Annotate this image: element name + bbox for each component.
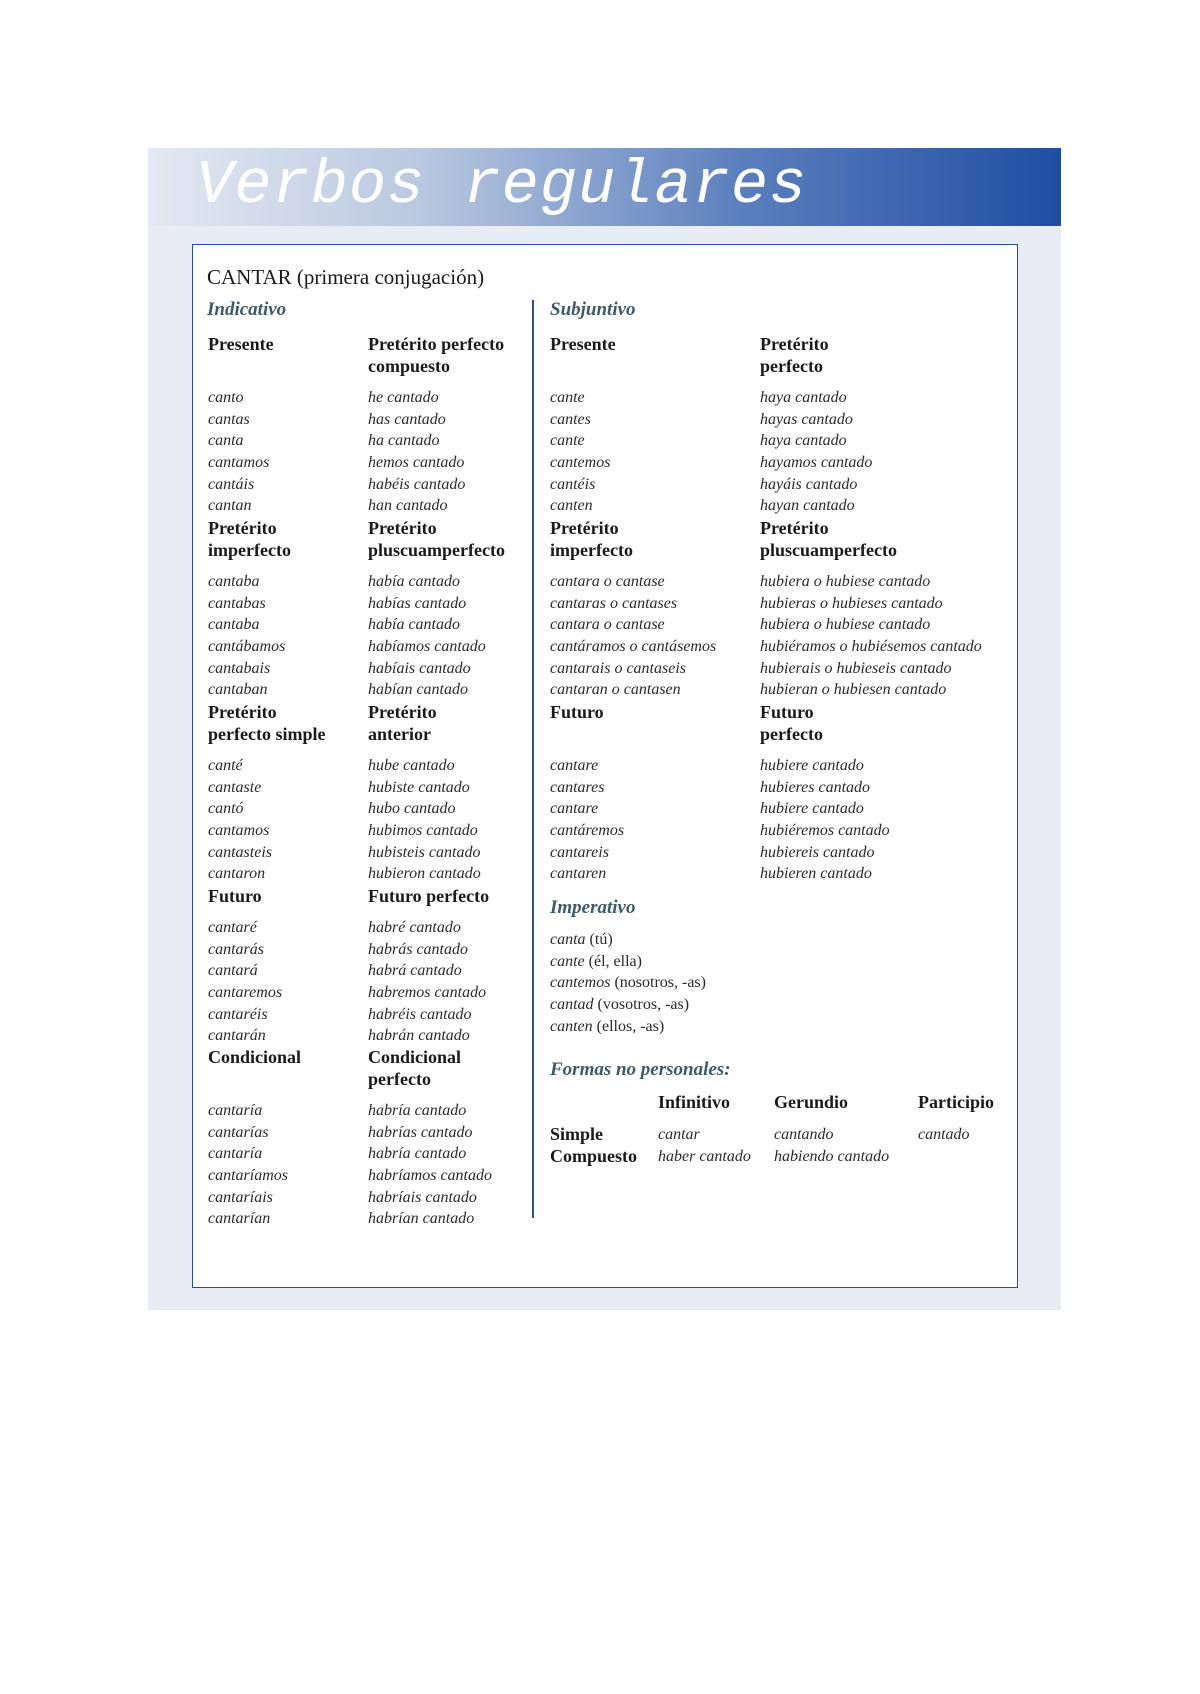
verb-form: hubiere cantado [760,800,864,818]
tense-title-line: Pretérito [368,702,437,722]
tense-forms-indicativo-futuro [208,917,282,1047]
verb-form: cantaron [208,865,266,883]
verb-form: hubiereis cantado [760,843,875,861]
verb-form: cantara o cantase [550,616,665,634]
verb-form: cantaran o cantasen [550,681,681,699]
verb-form: cantaras o cantases [550,594,678,612]
verb-form: cantaría [208,1145,263,1163]
tense-title-line: Condicional [368,1047,462,1067]
tense-forms-indicativo-anterior [368,755,481,885]
tense-title-line: Presente [550,334,616,354]
verb-form: hubieren cantado [760,865,872,883]
tense-title-line: compuesto [368,356,450,376]
tense-title-subjuntivo-presente [550,333,616,355]
verb-form: canten [550,497,593,515]
verb-form: habríamos cantado [368,1167,492,1185]
tense-title-indicativo-futuro [208,885,262,907]
tense-title-line: Pretérito [550,518,619,538]
tense-title-line: Futuro perfecto [368,886,490,906]
tense-title-line: perfecto [760,724,823,744]
tense-title-line: perfecto simple [208,724,326,744]
tense-title-indicativo-perfecto-simple [208,701,325,745]
tense-title-line: pluscuamperfecto [368,540,505,560]
verb-form: cantábamos [208,638,286,656]
verb-form: había cantado [368,573,460,590]
verb-form: cantó [208,800,244,818]
header-participio: Participio [918,1092,994,1112]
verb-form: hemos cantado [368,454,465,472]
verb-form: hubiste cantado [368,778,470,796]
verb-form: cantareis [550,843,609,861]
compuesto-gerundio: habiendo cantado [774,1148,890,1165]
verb-form: hubiera o hubiese cantado [760,573,931,590]
tense-forms-subjuntivo-futuro-perfecto [760,755,890,885]
verb-form: canto [208,389,244,406]
verb-form: canté [208,757,243,774]
verb-form: cante [550,389,585,406]
verb-form: habíais cantado [368,659,471,677]
verb-form: hubieres cantado [760,778,871,796]
verb-form: hubo cantado [368,800,456,818]
verb-form: cantaba [208,616,260,634]
section-imperativo: Imperativo [550,897,636,918]
verb-form: cantabas [208,594,266,612]
verb-form: cantará [208,962,258,980]
verb-form: habría cantado [368,1102,467,1119]
verb-form: habría cantado [368,1145,467,1163]
tense-title-indicativo-futuro-perfecto [368,885,489,907]
verb-form: cantara o cantase [550,573,665,590]
verb-form: cantaría [208,1102,263,1119]
tense-title-indicativo-imperfecto [208,517,291,561]
tense-title-line: Pretérito [368,518,437,538]
verb-form: habréis cantado [368,1005,472,1023]
verb-form: cantaba [208,573,260,590]
verb-form: habrás cantado [368,940,468,958]
verb-form: hubieron cantado [368,865,481,883]
imperativo-row: canta (tú) [550,931,613,948]
tense-title-indicativo-condicional-perfecto [368,1046,461,1090]
verb-form: cantáis [208,475,255,493]
banner-title: Verbos regulares [196,150,808,221]
tense-title-line: Futuro [760,702,814,722]
verb-form: hubieras o hubieses cantado [760,594,943,612]
title-banner [148,148,1061,226]
verb-form: he cantado [368,389,439,406]
imperativo-list [550,929,706,1037]
verb-form: cantasteis [208,843,272,861]
verb-form: cantan [208,497,252,515]
verb-form: cantarían [208,1210,271,1228]
imperativo-row: canten (ellos, -as) [550,1017,665,1035]
simple-infinitivo: cantar [658,1126,700,1143]
tense-title-line: Pretérito perfecto [368,334,505,354]
verb-form: cantaríamos [208,1167,288,1185]
tense-title-indicativo-anterior [368,701,437,745]
tense-title-line: Condicional [208,1047,302,1067]
verb-title: CANTAR (primera conjugación) [207,265,485,289]
verb-form: hubieran o hubiesen cantado [760,681,947,699]
tense-title-subjuntivo-futuro [550,701,604,723]
tense-title-subjuntivo-perfecto [760,333,829,377]
verb-form: cantéis [550,475,596,493]
tense-forms-indicativo-imperfecto [208,571,285,701]
verb-form: habíamos cantado [368,638,486,656]
verb-form: cantares [550,778,605,796]
imperativo-row: cante (él, ella) [550,952,642,970]
compuesto-infinitivo: haber cantado [658,1148,751,1165]
verb-form: había cantado [368,616,460,634]
tense-forms-subjuntivo-futuro [550,755,624,885]
tense-title-line: Futuro [550,702,604,722]
verb-form: habré cantado [368,919,461,936]
verb-form: cante [550,432,585,450]
verb-form: has cantado [368,410,446,428]
tense-title-indicativo-presente [208,333,274,355]
verb-form: cantaste [208,778,262,796]
verb-form: cantabais [208,659,271,677]
verb-form: hubimos cantado [368,822,478,840]
verb-form: cantaríais [208,1188,273,1206]
tense-forms-indicativo-perfecto-simple [208,755,272,885]
verb-form: haya cantado [760,432,847,450]
tense-title-indicativo-perfecto-compuesto [368,333,504,377]
tense-title-line: perfecto [760,356,823,376]
column-divider [532,300,534,1218]
imperativo-row: cantemos (nosotros, -as) [550,974,706,992]
verb-form: cantarán [208,1027,266,1045]
tense-forms-indicativo-condicional-perfecto [368,1100,492,1230]
verb-form: habrán cantado [368,1027,470,1045]
tense-title-line: Futuro [208,886,262,906]
tense-title-line: imperfecto [550,540,633,560]
tense-title-line: Pretérito [760,518,829,538]
tense-title-line: perfecto [368,1069,431,1089]
tense-title-line: Presente [208,334,274,354]
tense-title-line: imperfecto [208,540,291,560]
row-simple-label: Simple [550,1124,604,1144]
verb-form: hube cantado [368,757,455,774]
tense-forms-indicativo-perfecto-compuesto [368,387,465,517]
section-indicativo: Indicativo [207,299,287,320]
verb-form: cantare [550,757,599,774]
tense-forms-subjuntivo-perfecto [760,387,872,517]
verb-form: hubiera o hubiese cantado [760,616,931,634]
tense-title-line: Pretérito [208,518,277,538]
verb-form: cantaremos [208,984,283,1002]
tense-forms-subjuntivo-pluscuamperfecto [760,571,982,701]
verb-form: cantarais o cantaseis [550,659,686,677]
tense-forms-subjuntivo-presente [550,387,610,517]
verb-form: han cantado [368,497,448,515]
verb-form: hubiéramos o hubiésemos cantado [760,638,982,656]
verb-form: cantes [550,410,591,428]
verb-form: hayamos cantado [760,454,873,472]
verb-form: canta [208,432,244,450]
verb-form: hayáis cantado [760,475,858,493]
tense-title-line: Pretérito [760,334,829,354]
verb-form: habrá cantado [368,962,462,980]
verb-form: cantarías [208,1123,269,1141]
tense-forms-indicativo-futuro-perfecto [368,917,486,1047]
verb-form: cantaban [208,681,268,699]
tense-title-line: Pretérito [208,702,277,722]
verb-form: haya cantado [760,389,847,406]
verb-form: habían cantado [368,681,468,699]
simple-participio: cantado [918,1126,970,1143]
verb-form: habremos cantado [368,984,487,1002]
verb-form: hubierais o hubieseis cantado [760,659,952,677]
verb-form: cantemos [550,454,611,472]
tense-title-indicativo-pluscuamperfecto [368,517,505,561]
verb-form: hayan cantado [760,497,855,515]
verb-form: cantarás [208,940,264,958]
header-infinitivo: Infinitivo [658,1092,731,1112]
verb-form: habrías cantado [368,1123,473,1141]
tense-title-subjuntivo-imperfecto [550,517,633,561]
tense-title-subjuntivo-futuro-perfecto [760,701,823,745]
tense-forms-indicativo-condicional [208,1100,288,1230]
verb-form: cantamos [208,454,270,472]
verb-form: cantaré [208,919,257,936]
verb-form: cantáremos [550,822,625,840]
tense-forms-indicativo-presente [208,387,269,517]
verb-form: hayas cantado [760,410,853,428]
verb-form: habéis cantado [368,475,466,493]
tense-title-line: pluscuamperfecto [760,540,897,560]
verb-form: cantas [208,410,250,428]
verb-form: habrían cantado [368,1210,475,1228]
verb-form: cantare [550,800,599,818]
tense-forms-indicativo-pluscuamperfecto [368,571,486,701]
verb-form: cantáramos o cantásemos [550,638,717,656]
tense-title-subjuntivo-pluscuamperfecto [760,517,897,561]
section-subjuntivo: Subjuntivo [550,299,636,320]
section-no-personales: Formas no personales: [550,1059,731,1080]
verb-form: habríais cantado [368,1188,477,1206]
row-compuesto-label: Compuesto [550,1146,638,1166]
verb-form: cantaréis [208,1005,268,1023]
verb-form: cantamos [208,822,270,840]
tense-forms-subjuntivo-imperfecto [550,571,716,701]
imperativo-row: cantad (vosotros, -as) [550,996,690,1014]
simple-gerundio: cantando [774,1126,834,1143]
verb-form: hubisteis cantado [368,843,481,861]
tense-title-line: anterior [368,724,431,744]
verb-form: habías cantado [368,594,467,612]
header-gerundio: Gerundio [774,1092,849,1112]
verb-form: hubiere cantado [760,757,864,774]
tense-title-indicativo-condicional [208,1046,301,1068]
verb-form: ha cantado [368,432,440,450]
verb-form: hubiéremos cantado [760,822,890,840]
verb-form: cantaren [550,865,607,883]
